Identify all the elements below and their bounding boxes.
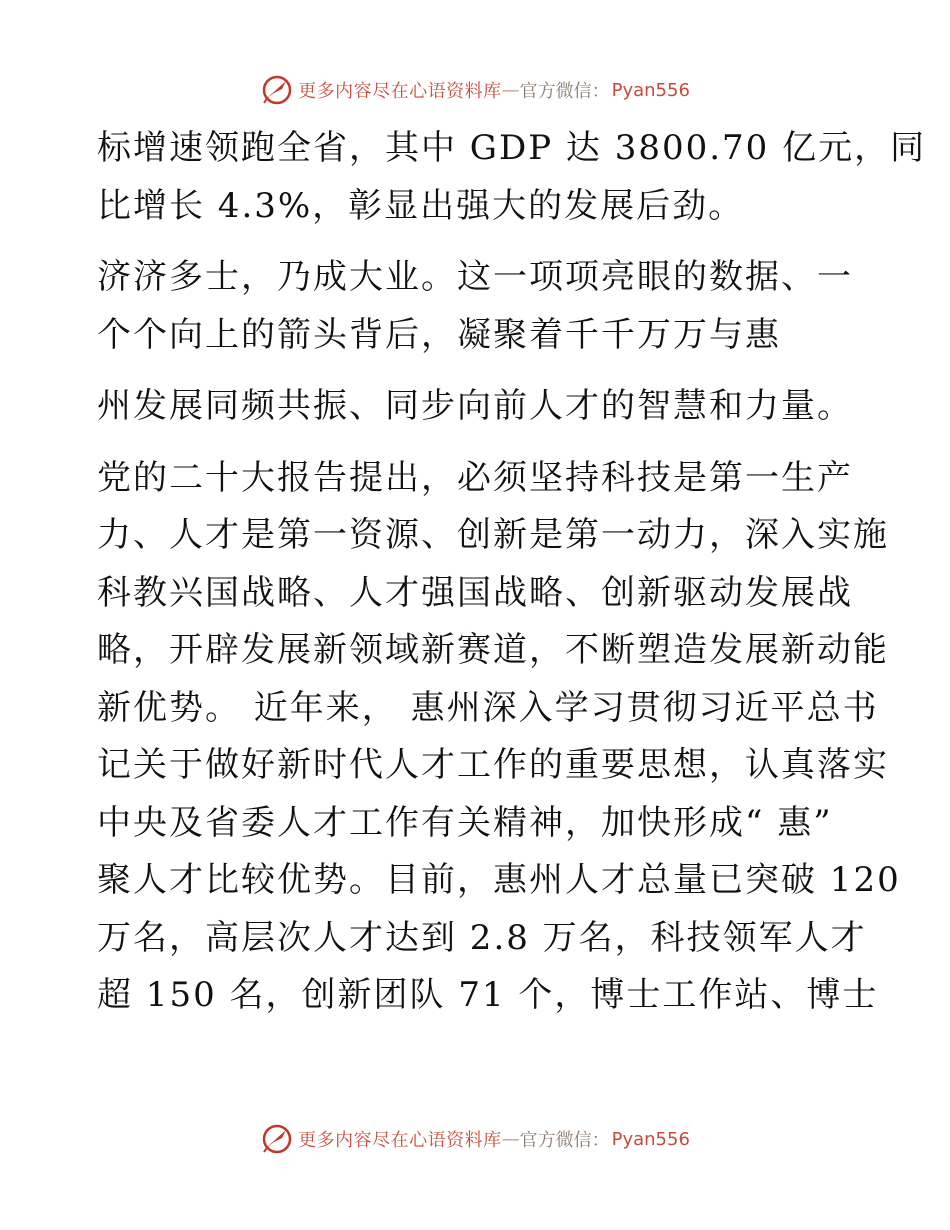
watermark-account: Pyan556 [611,1128,690,1150]
text-line: 力、人才是第一资源、创新是第一动力，深入实施 [97,515,889,555]
feather-circle-logo-icon [260,1122,294,1156]
text-line: 个个向上的箭头背后，凝聚着千千万万与惠 [97,314,781,355]
text-line: 比增长 4.3%，彰显出强大的发展后劲。 [97,185,745,226]
watermark-account: Pyan556 [611,79,690,101]
watermark-separator: — [501,1128,520,1150]
text-line: 中央及省委人才工作有关精神，加快形成“ 惠” [97,802,833,843]
paragraph-1 [97,120,927,235]
watermark-brand: 更多内容尽在心语资料库 [298,81,502,102]
paragraph-3 [97,378,857,436]
document-body [97,120,927,1025]
text-line: 党的二十大报告提出，必须坚持科技是第一生产 [97,457,853,498]
text-line: 州发展同频共振、同步向前人才的智慧和力量。 [97,386,853,426]
watermark-separator: — [501,79,520,101]
text-line: 标增速领跑全省，其中 GDP 达 3800.70 亿元，同 [97,128,927,168]
footer-watermark [0,1121,950,1157]
watermark-brand: 更多内容尽在心语资料库 [298,1130,502,1151]
text-line: 聚人才比较优势。目前，惠州人才总量已突破 120 [97,860,901,900]
text-line: 略，开辟发展新领域新赛道，不断塑造发展新动能 [97,630,889,670]
watermark-label: 官方微信： [519,1130,610,1151]
header-watermark [0,72,950,108]
paragraph-2 [97,249,857,364]
text-line: 超 150 名，创新团队 71 个，博士工作站、博士 [97,975,879,1015]
paragraph-4 [97,450,901,1025]
watermark-label: 官方微信： [519,81,610,102]
text-line: 万名，高层次人才达到 2.8 万名，科技领军人才 [97,917,867,958]
text-line: 新优势。 近年来， 惠州深入学习贯彻习近平总书 [97,687,879,728]
text-line: 济济多士，乃成大业。这一项项亮眼的数据、一 [97,257,853,297]
text-line: 科教兴国战略、人才强国战略、创新驱动发展战 [97,572,853,613]
feather-circle-logo-icon [260,73,294,107]
text-line: 记关于做好新时代人才工作的重要思想，认真落实 [97,745,889,785]
